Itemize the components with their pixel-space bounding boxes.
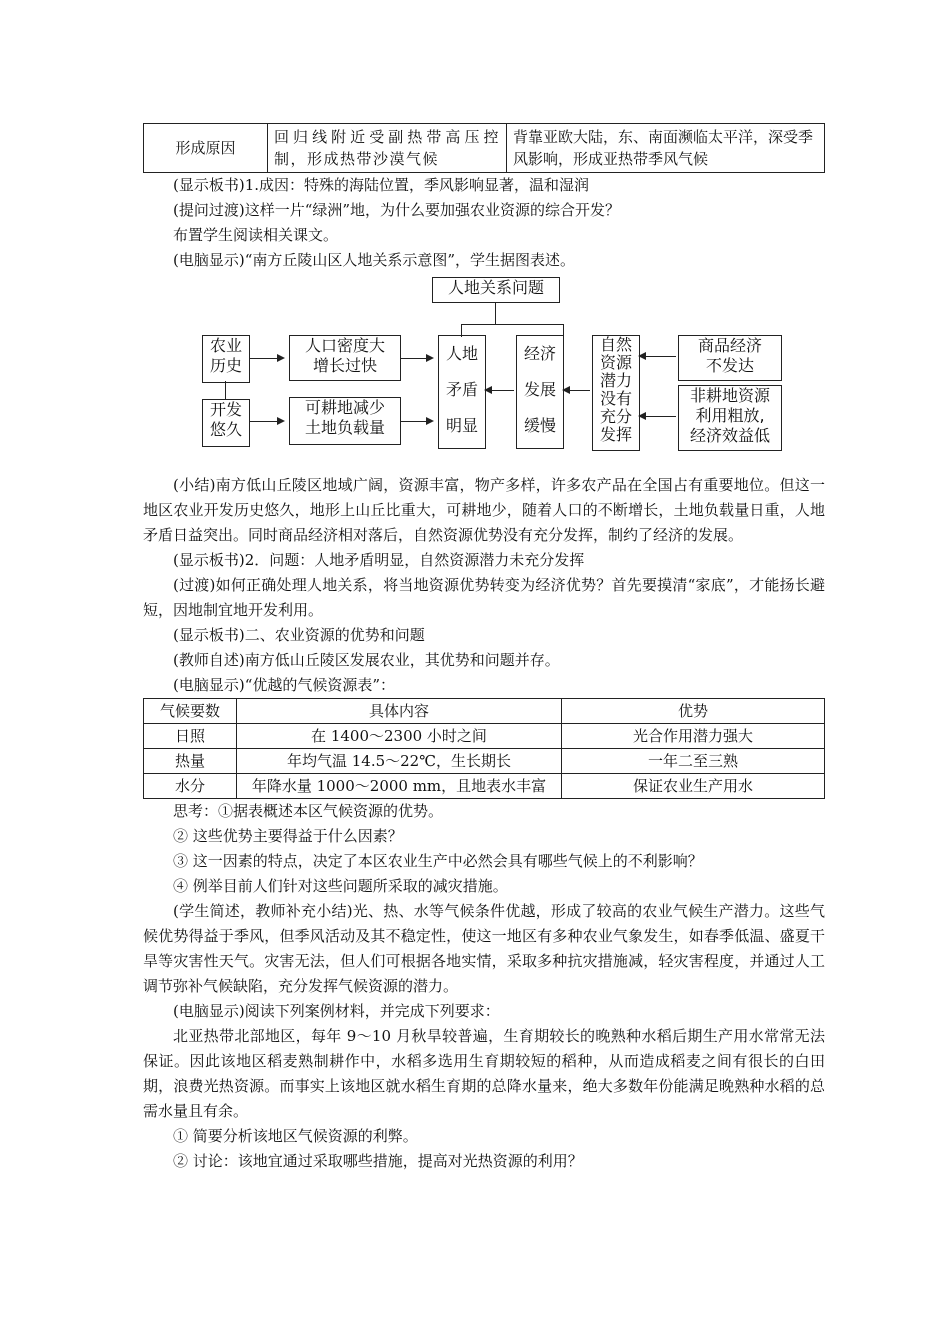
cause-cell-2: 背靠亚欧大陆，东、南面濒临太平洋，深受季风影响，形成亚热带季风气候	[507, 124, 825, 173]
cause-cell-1: 回归线附近受副热带高压控制，形成热带沙漠气候	[268, 124, 507, 173]
box-line: 经济	[523, 344, 556, 363]
paragraph: (学生简述，教师补充小结)光、热、水等气候条件优越，形成了较高的农业气候生产潜力。这些气候优势得益于季风，但季风活动及其不稳定性，使这一地区有多种农业气象发生，如春季低温、盛夏干旱等灾害性天气。灾害无法，但人们可根据各地实情，采取多种抗灾措施减，轻灾害程度，并通过人工调节弥补气候缺陷，充分发挥气候资源的潜力。	[143, 902, 825, 995]
paragraph: (电脑显示)“优越的气候资源表”：	[173, 676, 396, 694]
question: ② 这些优势主要得益于什么因素？	[173, 827, 403, 845]
cause-label-cell: 形成原因	[144, 124, 268, 173]
box-line: 利用粗放,	[695, 406, 765, 425]
box-line: 发挥	[599, 425, 632, 444]
population-box	[289, 335, 401, 381]
paragraph: (教师自述)南方低山丘陵区发展农业，其优势和问题并存。	[173, 651, 560, 669]
table-header: 气候要数	[144, 699, 237, 724]
arrow	[400, 421, 432, 422]
arable-land-box	[289, 397, 401, 445]
table-cell: 年均气温 14.5～22℃，生长期长	[237, 749, 562, 774]
question: 思考：①据表概述本区气候资源的优势。	[173, 802, 444, 820]
table-header: 优势	[562, 699, 825, 724]
box-line: 不发达	[705, 356, 754, 375]
table-row	[144, 774, 825, 799]
arrow	[249, 421, 283, 422]
arrow	[249, 358, 283, 359]
non-farmland-box	[678, 385, 782, 451]
document-page	[143, 123, 825, 1174]
table-cell: 日照	[144, 724, 237, 749]
table-cell: 热量	[144, 749, 237, 774]
box-line: 悠久	[209, 420, 242, 439]
paragraph: (过渡)如何正确处理人地关系，将当地资源优势转变为经济优势？首先要摸清“家底”，才能扬长避短，因地制宜地开发利用。	[143, 576, 825, 619]
arrow	[564, 390, 590, 391]
box-line: 经济效益低	[689, 426, 770, 445]
box-line: 可耕地减少	[304, 398, 385, 417]
arrow	[400, 358, 432, 359]
paragraph: (提问过渡)这样一片“绿洲”地，为什么要加强农业资源的综合开发？	[173, 201, 621, 219]
box-line: 明显	[445, 416, 478, 435]
box-line: 自然	[599, 335, 632, 354]
diagram-title: 人地关系问题	[447, 278, 544, 297]
table-header: 具体内容	[237, 699, 562, 724]
question: ③ 这一因素的特点，决定了本区农业生产中必然会具有哪些气候上的不利影响？	[173, 852, 703, 870]
table-cell: 在 1400～2300 小时之间	[237, 724, 562, 749]
question: ④ 例举目前人们针对这些问题所采取的减灾措施。	[173, 877, 508, 895]
paragraph: 北亚热带北部地区，每年 9～10 月秋旱较普遍，生育期较长的晚熟种水稻后期生产用水常常无法保证。因此该地区稻麦熟制耕作中，水稻多选用生育期较短的稻种，从而造成稻麦之间有很长的白田期，浪费光热资源。而事实上该地区就水稻生育期的总降水量来，绝大多数年份能满足晚熟种水稻的总需水量且有余。	[143, 1027, 825, 1120]
table-row	[144, 724, 825, 749]
table-cell: 年降水量 1000～2000 mm，且地表水丰富	[237, 774, 562, 799]
paragraph: ② 讨论：该地宜通过采取哪些措施，提高对光热资源的利用？	[173, 1152, 583, 1170]
box-line: 潜力	[599, 371, 632, 390]
box-line: 增长过快	[312, 356, 377, 375]
table-header-row	[144, 699, 825, 724]
box-line: 资源	[599, 353, 632, 372]
box-line: 开发	[209, 400, 242, 419]
box-line: 人地	[445, 344, 478, 363]
arrow	[640, 356, 676, 357]
paragraph: 布置学生阅读相关课文。	[173, 226, 339, 244]
connector-line	[461, 324, 563, 325]
paragraph: (电脑显示)“南方丘陵山区人地关系示意图”，学生据图表述。	[173, 251, 576, 269]
agri-history-box	[202, 335, 250, 383]
paragraph: (显示板书)2．问题：人地矛盾明显，自然资源潜力未充分发挥	[173, 551, 585, 569]
paragraph: (小结)南方低山丘陵区地域广阔，资源丰富，物产多样，许多农产品在全国占有重要地位。但这一地区农业开发历史悠久，地形上山丘比重大，可耕地少，随着人口的不断增长，土地负载量日重，人地矛盾日益突出。同时商品经济相对落后，自然资源优势没有充分发挥，制约了经济的发展。	[143, 476, 825, 544]
box-line: 发展	[523, 380, 556, 399]
paragraph: (显示板书)1.成因：特殊的海陆位置，季风影响显著，温和湿润	[173, 176, 590, 194]
table-cell: 一年二至三熟	[562, 749, 825, 774]
arrow	[640, 416, 676, 417]
box-line: 商品经济	[697, 336, 762, 355]
box-line: 充分	[599, 407, 632, 426]
paragraph: ① 简要分析该地区气候资源的利弊。	[173, 1127, 418, 1145]
box-line: 历史	[209, 356, 242, 375]
connector-line	[225, 381, 226, 399]
box-line: 非耕地资源	[689, 386, 770, 405]
economy-box	[516, 335, 564, 449]
box-line: 土地负载量	[304, 418, 385, 437]
table-cell: 水分	[144, 774, 237, 799]
box-line: 矛盾	[445, 380, 478, 399]
table-row	[144, 749, 825, 774]
table-row	[144, 124, 825, 173]
cause-table	[143, 123, 825, 173]
climate-resource-table	[143, 698, 825, 799]
box-line: 农业	[209, 336, 242, 355]
paragraph: (显示板书)二、农业资源的优势和问题	[173, 626, 425, 644]
paragraph: (电脑显示)阅读下列案例材料，并完成下列要求：	[173, 1002, 500, 1020]
commodity-economy-box	[678, 335, 782, 381]
box-line: 没有	[599, 389, 632, 408]
connector-line	[495, 302, 496, 324]
box-line: 缓慢	[523, 416, 556, 435]
table-cell: 保证农业生产用水	[562, 774, 825, 799]
box-line: 人口密度大	[304, 336, 385, 355]
conflict-box	[438, 335, 486, 449]
arrow	[486, 390, 514, 391]
dev-long-box	[202, 399, 250, 447]
human-land-diagram	[143, 277, 825, 457]
table-cell: 光合作用潜力强大	[562, 724, 825, 749]
diagram-title-box	[432, 277, 560, 303]
natural-resources-box	[592, 335, 640, 451]
